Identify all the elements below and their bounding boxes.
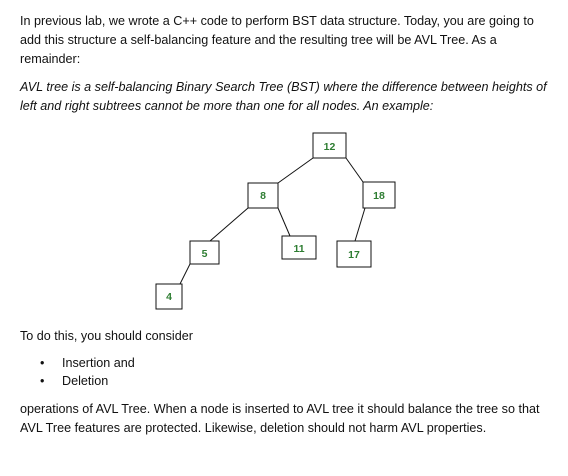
bullet-item-deletion <box>40 372 135 390</box>
svg-text:12: 12 <box>323 141 336 153</box>
svg-text:11: 11 <box>293 243 305 255</box>
avl-definition-paragraph: AVL tree is a self-balancing Binary Search Tree (BST) where the difference between heights of left and right subtrees cannot be more than one for all nodes. An example: <box>20 80 547 113</box>
tree-node-11 <box>282 236 316 259</box>
bullet-marker: • <box>40 356 45 370</box>
tree-node-4 <box>156 284 182 309</box>
svg-text:8: 8 <box>260 190 266 202</box>
consider-paragraph: To do this, you should consider <box>20 329 193 343</box>
tree-node-17 <box>337 241 371 267</box>
intro-paragraph: In previous lab, we wrote a C++ code to perform BST data structure. Today, you are going to add this structure a self-balancing feature and the resulting tree will be AVL Tree. As a remainder: <box>20 14 534 66</box>
tree-node-8 <box>248 183 278 208</box>
svg-text:4: 4 <box>166 291 172 303</box>
tree-node-12 <box>313 133 346 158</box>
svg-text:5: 5 <box>201 248 208 260</box>
operations-bullet-list <box>40 354 135 390</box>
edge-12-8 <box>278 158 313 183</box>
edge-8-11 <box>278 208 290 236</box>
bullet-label: Deletion <box>62 374 109 388</box>
tree-node-18 <box>363 182 395 208</box>
closing-paragraph: operations of AVL Tree. When a node is inserted to AVL tree it should balance the tree so that AVL Tree features are protected. Likewise, deletion should not harm AVL properties. <box>20 402 540 435</box>
bullet-label: Insertion and <box>62 356 135 370</box>
svg-text:18: 18 <box>373 190 385 202</box>
bullet-item-insertion <box>40 354 135 372</box>
edge-12-18 <box>346 158 363 182</box>
edge-8-5 <box>210 208 248 241</box>
tree-node-5 <box>190 241 219 264</box>
svg-text:17: 17 <box>348 249 360 261</box>
edge-18-17 <box>355 208 365 241</box>
bullet-marker: • <box>40 374 45 388</box>
edge-5-4 <box>180 264 190 284</box>
